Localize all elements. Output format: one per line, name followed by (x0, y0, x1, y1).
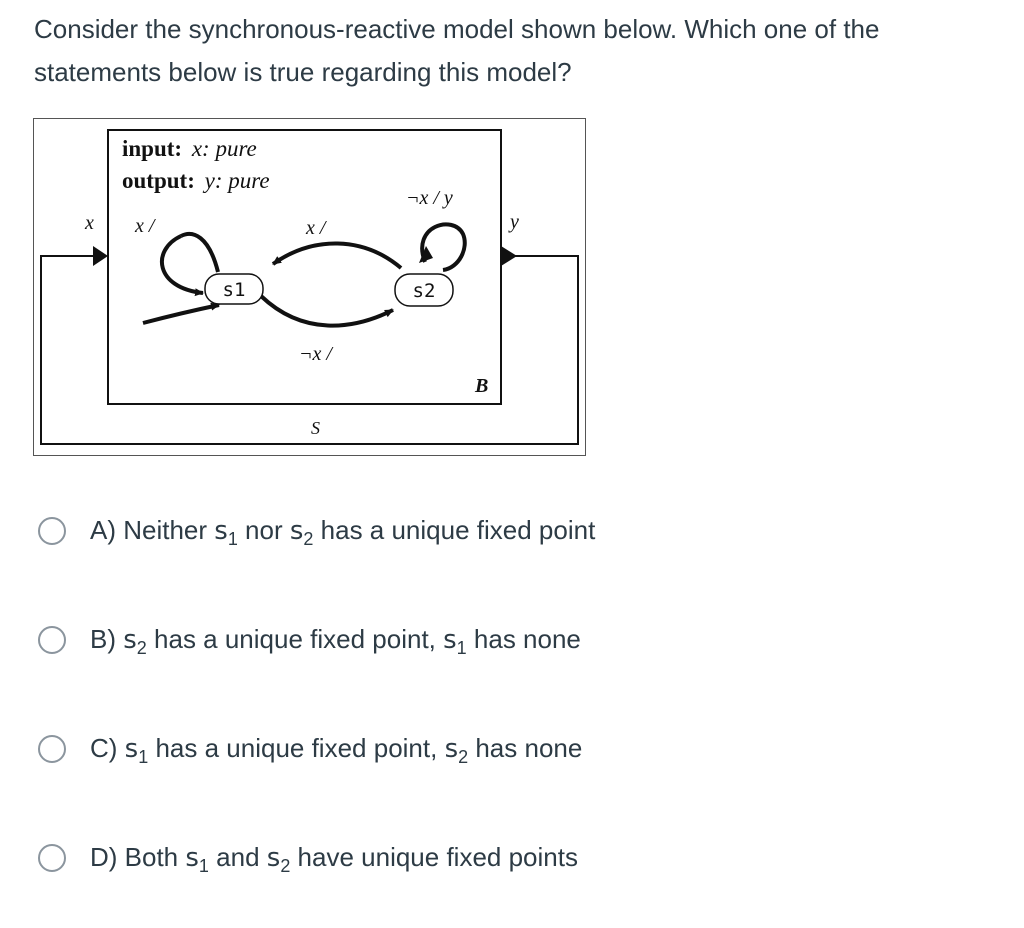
answer-a-label: A) Neither $s_1$ nor $s_2$ has a unique fixed point (90, 515, 596, 549)
answer-option-a[interactable] (38, 515, 596, 549)
radio-button-b[interactable] (38, 626, 66, 654)
outer-label: S (311, 418, 320, 438)
input-declaration: input: x: pure (122, 136, 257, 161)
state-s2-label: s2 (412, 280, 436, 302)
state-machine-diagram (33, 118, 586, 456)
question-text: Consider the synchronous-reactive model shown below. Which one of the statements below is true regarding this model? (34, 14, 880, 87)
block-b-label: B (475, 375, 489, 397)
radio-button-a[interactable] (38, 517, 66, 545)
answer-d-label: D) Both $s_1$ and $s_2$ have unique fixed points (90, 842, 578, 876)
answer-c-label: C) $s_1$ has a unique fixed point, $s_2$ has none (90, 733, 583, 767)
answer-option-b[interactable] (38, 624, 581, 658)
output-declaration: output: y: pure (122, 168, 270, 193)
guard-s2-self: ¬x / y (406, 187, 453, 209)
answer-b-label: B) $s_2$ has a unique fixed point, $s_1$ has none (90, 624, 581, 658)
guard-s1-to-s2: ¬x / (299, 343, 332, 365)
answer-option-c[interactable] (38, 733, 583, 767)
radio-button-d[interactable] (38, 844, 66, 872)
radio-button-c[interactable] (38, 735, 66, 763)
output-port-label: y (510, 211, 519, 233)
guard-s1-self: x / (135, 215, 155, 237)
state-s1-label: s1 (222, 279, 246, 301)
guard-s2-to-s1: x / (306, 217, 326, 239)
answer-option-d[interactable] (38, 842, 578, 876)
input-port-label: x (85, 212, 94, 234)
